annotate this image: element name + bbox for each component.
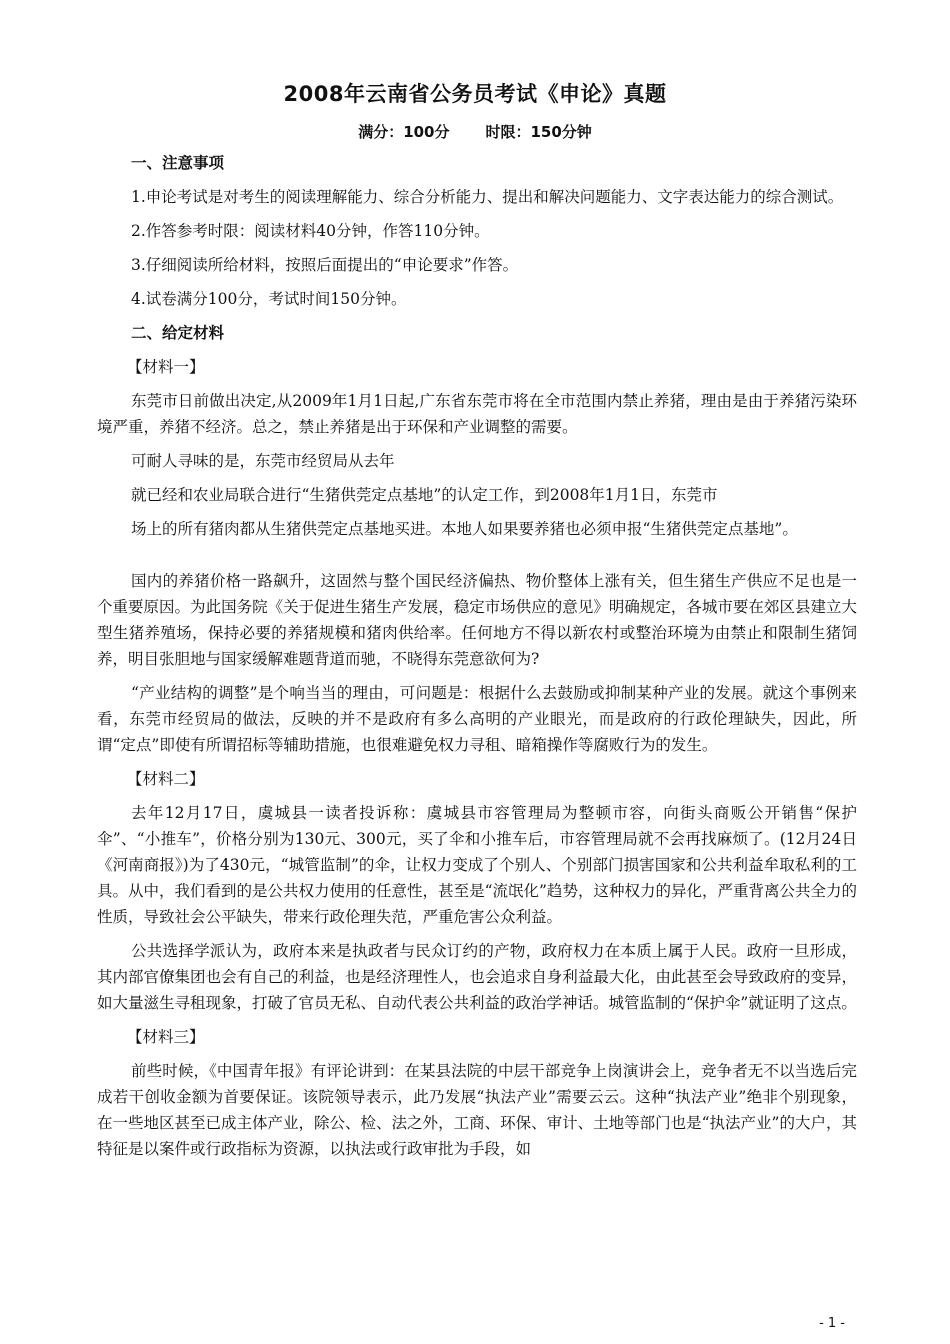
material-paragraph: 国内的养猪价格一路飙升，这固然与整个国民经济偏热、物价整体上涨有关，但生猪生产供应不足也是一个重要原因。为此国务院《关于促进生猪生产发展，稳定市场供应的意见》明确规定，各城市要在郊区县建立大型生猪养殖场，保持必要的养猪规模和猪肉供给率。任何地方不得以新农村或整治环境为由禁止和限制生猪饲养，明目张胆地与国家缓解难题背道而驰，不晓得东莞意欲何为? <box>97 572 857 668</box>
note-item: 1.申论考试是对考生的阅读理解能力、综合分析能力、提出和解决问题能力、文字表达能力的综合测试。 <box>131 188 844 206</box>
note-item: 3.仔细阅读所给材料，按照后面提出的“申论要求”作答。 <box>131 256 519 274</box>
material-paragraph: “产业结构的调整”是个响当当的理由，可问题是：根据什么去鼓励或抑制某种产业的发展。就这个事例来看，东莞市经贸局的做法，反映的并不是政府有多么高明的产业眼光，而是政府的行政伦理缺失，因此，所谓“定点”即使有所谓招标等辅助措施，也很难避免权力寻租、暗箱操作等腐败行为的发生。 <box>97 684 857 754</box>
section-heading-materials: 二、给定材料 <box>131 324 225 342</box>
material-paragraph: 东莞市日前做出决定,从2009年1月1日起,广东省东莞市将在全市范围内禁止养猪，理由是由于养猪污染环境严重，养猪不经济。总之，禁止养猪是出于环保和产业调整的需要。 <box>97 392 857 436</box>
material-paragraph: 场上的所有猪肉都从生猪供莞定点基地买进。本地人如果要养猪也必须申报“生猪供莞定点基地”。 <box>131 520 798 538</box>
page-number: - 1 - <box>819 1316 845 1331</box>
material-paragraph: 去年12月17日，虞城县一读者投诉称：虞城县市容管理局为整顿市容，向街头商贩公开销售“保护伞”、“小推车”，价格分别为130元、300元，买了伞和小推车后，市容管理局就不会再找麻烦了。(12月24日《河南商报》)为了430元，“城管监制”的伞，让权力变成了个别人、个别部门损害国家和公共利益牟取私利的工具。从中，我们看到的是公共权力使用的任意性，甚至是“流氓化”趋势，这种权力的异化，严重背离公共全力的性质，导致社会公平缺失，带来行政伦理失范，严重危害公众利益。 <box>97 804 857 926</box>
material-label: 【材料一】 <box>127 358 205 376</box>
exam-info <box>0 121 950 142</box>
full-score: 满分：100分 <box>358 123 450 141</box>
note-item: 4.试卷满分100分，考试时间150分钟。 <box>131 290 407 308</box>
document-body <box>97 150 857 1170</box>
material-paragraph: 就已经和农业局联合进行“生猪供莞定点基地”的认定工作，到2008年1月1日，东莞市 <box>131 486 718 504</box>
section-heading-notes: 一、注意事项 <box>131 154 225 172</box>
material-paragraph: 可耐人寻味的是，东莞市经贸局从去年 <box>131 452 395 470</box>
note-item: 2.作答参考时限：阅读材料40分钟，作答110分钟。 <box>131 222 490 240</box>
material-label: 【材料三】 <box>127 1028 205 1046</box>
material-paragraph: 前些时候，《中国青年报》有评论讲到：在某县法院的中层干部竞争上岗演讲会上，竞争者无不以当选后完成若干创收金额为首要保证。该院领导表示，此乃发展“执法产业”需要云云。这种“执法产业”绝非个别现象，在一些地区甚至已成主体产业，除公、检、法之外，工商、环保、审计、土地等部门也是“执法产业”的大户，其特征是以案件或行政指标为资源，以执法或行政审批为手段，如 <box>97 1062 857 1158</box>
page-title: 2008年云南省公务员考试《申论》真题 <box>283 82 667 106</box>
paragraph-spacer <box>97 550 857 568</box>
material-label: 【材料二】 <box>127 770 205 788</box>
time-limit: 时限：150分钟 <box>485 123 592 141</box>
material-paragraph: 公共选择学派认为，政府本来是执政者与民众订约的产物，政府权力在本质上属于人民。政府一旦形成，其内部官僚集团也会有自己的利益，也是经济理性人，也会追求自身利益最大化，由此甚至会导致政府的变异，如大量滋生寻租现象，打破了官员无私、自动代表公共利益的政治学神话。城管监制的“保护伞”就证明了这点。 <box>97 942 857 1012</box>
